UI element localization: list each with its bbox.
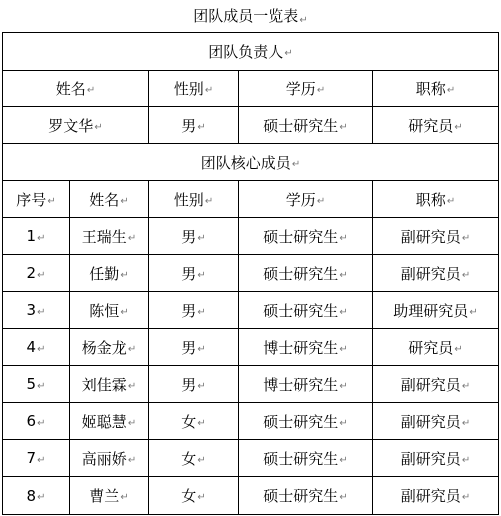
core-data-cell: [70, 218, 148, 254]
paragraph-mark: ↵: [37, 232, 46, 244]
paragraph-mark: ↵: [37, 306, 46, 318]
paragraph-mark: ↵: [316, 85, 326, 96]
core-data-cell: [3, 329, 69, 365]
core-data-cell-text: 7: [26, 449, 37, 467]
paragraph-mark: ↵: [120, 492, 129, 503]
core-data-cell: [70, 366, 148, 402]
paragraph-mark: ↵: [37, 492, 46, 503]
core-data-cell: [70, 477, 148, 514]
paragraph-mark: ↵: [37, 343, 46, 355]
core-data-cell: [373, 255, 498, 291]
core-data-cell-text: 男: [181, 264, 197, 283]
leader-data-cell: [149, 107, 238, 143]
core-header-cell: [239, 181, 372, 217]
paragraph-mark: ↵: [339, 306, 348, 318]
core-data-cell-text: 副研究员: [400, 412, 461, 431]
core-data-cell: [149, 403, 238, 439]
core-data-cell-text: 6: [26, 412, 37, 430]
leader-header-cell-text: 性别: [173, 80, 204, 98]
core-header-cell-text: 姓名: [89, 190, 120, 209]
title-text: 团队成员一览表: [193, 7, 299, 25]
core-data-cell-text: 4: [26, 338, 37, 356]
paragraph-mark: ↵: [37, 454, 46, 466]
leader-header-cell: [149, 71, 238, 106]
core-data-cell-text: 2: [26, 264, 37, 282]
paragraph-mark: ↵: [197, 492, 206, 503]
paragraph-mark: ↵: [197, 232, 206, 244]
core-data-cell-text: 硕士研究生: [263, 449, 339, 468]
core-data-cell-text: 男: [181, 301, 197, 320]
paragraph-mark: ↵: [197, 121, 206, 133]
core-data-cell: [149, 292, 238, 328]
core-data-cell-text: 女: [181, 412, 197, 431]
core-data-cell: [70, 255, 148, 291]
core-data-cell: [3, 403, 69, 439]
paragraph-mark: ↵: [461, 269, 471, 281]
core-data-cell: [239, 329, 372, 365]
leader-data-cell-text: 研究员: [408, 116, 454, 135]
paragraph-mark: ↵: [120, 269, 129, 281]
core-data-cell: [70, 292, 148, 328]
core-data-cell-text: 硕士研究生: [263, 487, 339, 505]
core-data-cell: [149, 440, 238, 476]
core-data-cell-text: 博士研究生: [263, 375, 339, 394]
paragraph-mark: ↵: [454, 121, 463, 133]
leader-section-heading: [3, 33, 498, 70]
paragraph-mark: ↵: [127, 343, 137, 355]
paragraph-mark: ↵: [37, 269, 46, 281]
core-data-cell: [70, 403, 148, 439]
paragraph-mark: ↵: [339, 454, 348, 466]
paragraph-mark: ↵: [120, 306, 129, 318]
core-data-cell-text: 硕士研究生: [263, 412, 339, 431]
core-data-cell: [70, 329, 148, 365]
core-data-cell-text: 曹兰: [89, 487, 120, 505]
paragraph-mark: ↵: [197, 380, 206, 392]
core-data-cell-text: 硕士研究生: [263, 227, 339, 246]
core-data-cell: [373, 366, 498, 402]
core-data-cell-text: 硕士研究生: [263, 264, 339, 283]
paragraph-mark: ↵: [37, 417, 46, 429]
paragraph-mark: ↵: [446, 85, 456, 96]
leader-header-cell-text: 学历: [285, 80, 316, 98]
paragraph-mark: ↵: [127, 380, 137, 392]
core-data-cell-text: 副研究员: [400, 227, 461, 246]
core-data-cell-text: 硕士研究生: [263, 301, 339, 320]
paragraph-mark: ↵: [86, 85, 96, 96]
core-data-cell: [3, 218, 69, 254]
table-border-right: [498, 32, 499, 515]
leader-header-cell: [3, 71, 148, 106]
paragraph-mark: ↵: [299, 15, 308, 26]
paragraph-mark: ↵: [291, 158, 301, 170]
leader-header-cell-text: 职称: [415, 80, 446, 98]
core-data-cell-text: 刘佳霖: [81, 375, 127, 394]
paragraph-mark: ↵: [339, 121, 348, 133]
core-data-cell-text: 男: [181, 227, 197, 246]
core-data-cell: [149, 255, 238, 291]
core-header-cell: [149, 181, 238, 217]
core-header-cell: [373, 181, 498, 217]
paragraph-mark: ↵: [197, 269, 206, 281]
core-data-cell-text: 8: [26, 486, 37, 505]
leader-data-cell-text: 硕士研究生: [263, 116, 339, 135]
core-data-cell: [373, 329, 498, 365]
paragraph-mark: ↵: [469, 306, 478, 318]
paragraph-mark: ↵: [461, 454, 471, 466]
core-header-cell: [3, 181, 69, 217]
core-data-cell: [149, 477, 238, 514]
core-data-cell: [149, 218, 238, 254]
core-data-cell-text: 副研究员: [400, 264, 461, 283]
core-data-cell: [239, 440, 372, 476]
paragraph-mark: ↵: [339, 380, 348, 392]
core-data-cell-text: 研究员: [408, 338, 454, 357]
paragraph-mark: ↵: [94, 121, 103, 133]
paragraph-mark: ↵: [197, 343, 206, 355]
core-data-cell: [373, 477, 498, 514]
core-header-cell-text: 性别: [173, 190, 204, 209]
core-data-cell: [373, 218, 498, 254]
paragraph-mark: ↵: [197, 417, 206, 429]
paragraph-mark: ↵: [197, 454, 206, 466]
paragraph-mark: ↵: [461, 380, 471, 392]
core-data-cell-text: 杨金龙: [81, 338, 127, 357]
core-data-cell-text: 男: [181, 375, 197, 394]
core-data-cell-text: 博士研究生: [263, 338, 339, 357]
table-rule-13: [2, 514, 499, 515]
leader-data-cell-text: 罗文华: [48, 116, 94, 135]
paragraph-mark: ↵: [197, 306, 206, 318]
leader-data-cell: [239, 107, 372, 143]
core-data-cell: [239, 366, 372, 402]
core-data-cell: [70, 440, 148, 476]
paragraph-mark: ↵: [37, 380, 46, 392]
paragraph-mark: ↵: [339, 492, 348, 503]
core-data-cell-text: 姬聪慧: [81, 412, 127, 431]
core-data-cell: [3, 366, 69, 402]
leader-data-cell-text: 男: [181, 116, 197, 135]
core-data-cell-text: 女: [181, 449, 197, 468]
core-data-cell-text: 副研究员: [400, 449, 461, 468]
core-data-cell-text: 3: [26, 301, 37, 319]
paragraph-mark: ↵: [204, 85, 214, 96]
core-data-cell-text: 助理研究员: [393, 301, 469, 320]
core-data-cell: [373, 292, 498, 328]
paragraph-mark: ↵: [339, 232, 348, 244]
paragraph-mark: ↵: [284, 48, 293, 59]
core-data-cell-text: 1: [26, 227, 37, 245]
core-data-cell: [149, 329, 238, 365]
paragraph-mark: ↵: [446, 195, 456, 207]
core-data-cell: [373, 403, 498, 439]
core-section-heading-text: 团队核心成员: [200, 153, 291, 172]
core-data-cell: [239, 477, 372, 514]
core-data-cell: [239, 403, 372, 439]
leader-header-cell: [373, 71, 498, 106]
core-data-cell: [239, 292, 372, 328]
paragraph-mark: ↵: [204, 195, 214, 207]
leader-data-cell: [373, 107, 498, 143]
core-data-cell: [149, 366, 238, 402]
core-data-cell-text: 副研究员: [400, 375, 461, 394]
core-header-cell: [70, 181, 148, 217]
core-data-cell-text: 5: [26, 375, 37, 393]
paragraph-mark: ↵: [47, 195, 56, 207]
paragraph-mark: ↵: [339, 269, 348, 281]
core-data-cell-text: 副研究员: [400, 487, 461, 505]
core-data-cell: [373, 440, 498, 476]
core-data-cell: [3, 292, 69, 328]
paragraph-mark: ↵: [316, 195, 326, 207]
paragraph-mark: ↵: [339, 417, 348, 429]
core-data-cell: [3, 477, 69, 514]
paragraph-mark: ↵: [120, 195, 129, 207]
core-header-cell-text: 职称: [415, 190, 446, 209]
paragraph-mark: ↵: [461, 232, 471, 244]
leader-header-cell: [239, 71, 372, 106]
core-data-cell-text: 任勤: [89, 264, 120, 283]
leader-header-cell-text: 姓名: [55, 80, 86, 98]
paragraph-mark: ↵: [127, 417, 137, 429]
paragraph-mark: ↵: [127, 232, 137, 244]
core-data-cell-text: 陈恒: [89, 301, 120, 320]
core-data-cell: [239, 218, 372, 254]
core-data-cell-text: 高丽娇: [81, 449, 127, 468]
core-data-cell: [3, 255, 69, 291]
core-section-heading: [3, 144, 498, 180]
paragraph-mark: ↵: [339, 343, 348, 355]
paragraph-mark: ↵: [461, 417, 471, 429]
core-data-cell-text: 男: [181, 338, 197, 357]
core-data-cell-text: 女: [181, 487, 197, 505]
core-header-cell-text: 序号: [16, 190, 47, 209]
leader-data-cell: [3, 107, 148, 143]
paragraph-mark: ↵: [127, 454, 137, 466]
core-data-cell-text: 王瑞生: [81, 227, 127, 246]
core-data-cell: [3, 440, 69, 476]
leader-section-heading-text: 团队负责人: [208, 43, 284, 61]
paragraph-mark: ↵: [461, 492, 471, 503]
core-header-cell-text: 学历: [285, 190, 316, 209]
paragraph-mark: ↵: [454, 343, 463, 355]
core-data-cell: [239, 255, 372, 291]
